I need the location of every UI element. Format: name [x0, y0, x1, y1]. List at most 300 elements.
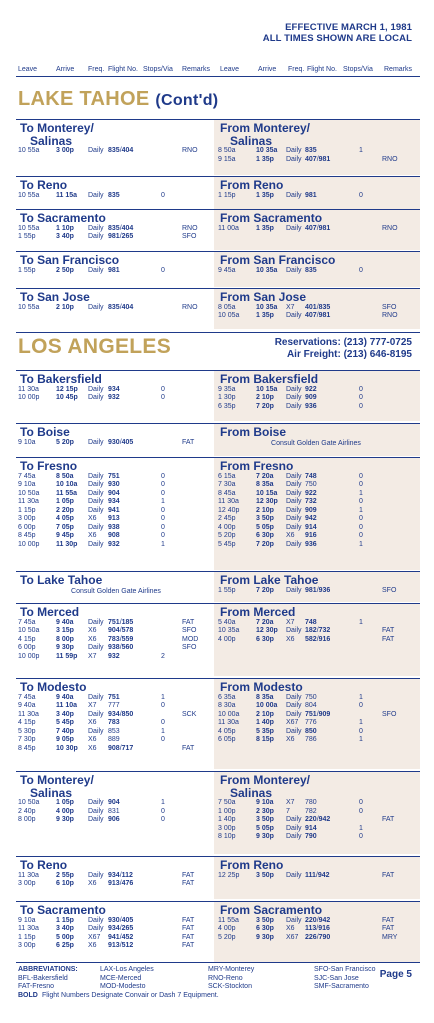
frequency: Daily — [88, 472, 104, 480]
to-destination-block — [16, 460, 216, 549]
flight-number: 853 — [108, 727, 120, 735]
flight-row — [16, 694, 216, 703]
stops: 0 — [161, 266, 165, 274]
arrive-time: 2 20p — [56, 506, 74, 514]
frequency: X7 — [88, 702, 97, 709]
frequency: Daily — [88, 618, 104, 626]
leave-time: 8 45a — [218, 489, 236, 497]
flight-row — [16, 702, 216, 711]
from-origin-block — [216, 574, 416, 595]
remarks: FAT — [182, 871, 195, 879]
flight-number: 582/916 — [305, 635, 331, 643]
frequency: Daily — [286, 702, 302, 709]
arrive-time: 10 35a — [256, 147, 278, 154]
flight-number: 930/405 — [108, 916, 134, 924]
remarks: RNO — [182, 224, 198, 232]
from-origin-block — [216, 254, 416, 275]
arrive-time: 3 50p — [256, 871, 274, 879]
arrive-time: 8 35a — [256, 481, 274, 488]
leave-time: 4 05p — [218, 727, 236, 735]
leave-time: 9 45a — [218, 266, 236, 274]
flight-row — [16, 653, 216, 662]
arrive-time: 9 10a — [256, 799, 274, 806]
leave-time: 8 30a — [218, 702, 236, 709]
leave-time: 6 35a — [218, 693, 236, 701]
flight-row — [16, 225, 216, 234]
stops: 0 — [161, 385, 165, 393]
destination-heading: From San Jose — [220, 290, 307, 304]
flight-number: 748 — [305, 472, 317, 480]
stops: 0 — [161, 532, 165, 539]
col-leave: Leave — [220, 66, 240, 73]
remarks: FAT — [382, 627, 395, 634]
stops: 0 — [359, 394, 363, 401]
frequency: X6 — [88, 515, 97, 522]
leave-time: 7 45a — [18, 472, 36, 480]
stops: 0 — [359, 402, 363, 410]
flight-row — [216, 799, 416, 808]
city-continued: (Cont'd) — [155, 92, 219, 109]
section-divider — [16, 457, 420, 458]
column-headers — [16, 64, 420, 77]
page-number: Page 5 — [379, 969, 412, 980]
flight-number: 916 — [305, 532, 317, 539]
stops: 1 — [161, 799, 165, 806]
leave-time: 5 45p — [218, 540, 236, 548]
section-divider — [16, 370, 420, 371]
flight-number: 922 — [305, 385, 317, 393]
col-arrive: Arrive — [56, 66, 75, 73]
frequency: X7 — [286, 303, 295, 311]
flight-number: 908/717 — [108, 744, 134, 752]
to-destination-block — [16, 859, 216, 889]
col-flight: Flight No. — [307, 66, 337, 73]
remarks: FAT — [182, 916, 195, 924]
leave-time: 8 45p — [18, 532, 36, 539]
frequency: Daily — [88, 816, 104, 823]
frequency: Daily — [286, 147, 302, 154]
frequency: Daily — [88, 394, 104, 401]
col-remarks: Remarks — [182, 66, 211, 73]
frequency: Daily — [88, 523, 104, 531]
remarks: FAT — [382, 925, 395, 932]
flight-row — [16, 816, 216, 825]
stops: 1 — [359, 489, 363, 497]
remarks: FAT — [182, 942, 195, 949]
destination-heading: From Bakersfield — [220, 372, 319, 386]
flight-number: 850 — [305, 727, 317, 735]
remarks: FAT — [182, 933, 195, 941]
frequency: X6 — [88, 532, 97, 539]
flight-number: 889 — [108, 736, 120, 743]
schedule-section — [16, 904, 420, 964]
stops: 0 — [161, 736, 165, 743]
section-divider — [16, 603, 420, 604]
frequency: Daily — [286, 627, 302, 634]
remarks: FAT — [182, 925, 195, 932]
frequency: Daily — [286, 394, 302, 401]
city-heading-lake-tahoe — [18, 88, 218, 111]
bold-note: Flight Numbers Designate Convair or Dash 7 Equipment. — [42, 992, 219, 999]
flight-number: 904/578 — [108, 627, 134, 634]
leave-time: 9 40a — [18, 702, 36, 709]
leave-time: 1 40p — [218, 816, 236, 823]
flight-number: 220/942 — [305, 816, 331, 823]
frequency: X7 — [88, 652, 97, 660]
flight-row — [216, 728, 416, 737]
flight-row — [16, 711, 216, 720]
section-divider — [16, 209, 420, 210]
arrive-time: 11 15a — [56, 191, 78, 199]
arrive-time: 11 55a — [56, 489, 78, 497]
flight-number: 751/909 — [305, 710, 331, 718]
col-flight: Flight No. — [108, 66, 138, 73]
stops: 1 — [359, 618, 363, 626]
leave-time: 1 15p — [18, 933, 36, 941]
frequency: Daily — [88, 871, 104, 879]
stops: 0 — [359, 385, 363, 393]
schedule-section — [16, 212, 420, 252]
flight-number: 777 — [108, 702, 120, 709]
arrive-time: 9 40a — [56, 618, 74, 626]
flight-number: 934/112 — [108, 871, 133, 879]
arrive-time: 9 40a — [56, 693, 74, 701]
col-freq: Freq. — [288, 66, 305, 73]
frequency: Daily — [286, 498, 302, 505]
to-destination-block — [16, 373, 216, 403]
leave-time: 10 00a — [218, 710, 240, 718]
flight-number: 934/265 — [108, 925, 134, 932]
arrive-time: 5 05p — [256, 523, 274, 531]
from-origin-block — [216, 460, 416, 549]
frequency: Daily — [88, 916, 104, 924]
leave-time: 11 00a — [218, 224, 239, 232]
abbr-item: MCE-Merced — [100, 974, 142, 982]
arrive-time: 10 35a — [256, 303, 278, 311]
flight-row — [16, 439, 216, 448]
flight-row — [16, 524, 216, 533]
destination-heading: To Lake Tahoe — [20, 573, 103, 587]
flight-row — [16, 636, 216, 645]
stops: 0 — [161, 523, 165, 531]
flight-row — [216, 917, 416, 926]
stops: 0 — [161, 394, 165, 401]
destination-heading: From Monterey/ — [220, 773, 311, 787]
schedule-section — [16, 774, 420, 856]
stops: 0 — [359, 532, 363, 539]
leave-time: 7 45a — [18, 693, 36, 701]
from-origin-block — [216, 774, 416, 842]
arrive-time: 9 45p — [56, 532, 74, 539]
leave-time: 7 30a — [218, 481, 236, 488]
frequency: Daily — [88, 191, 104, 199]
from-origin-block — [216, 179, 416, 200]
stops: 0 — [359, 472, 363, 480]
column-headers-left — [16, 64, 218, 76]
remarks: RNO — [182, 303, 198, 311]
frequency: Daily — [286, 191, 302, 199]
leave-time: 4 00p — [218, 925, 236, 932]
flight-number: 835 — [305, 147, 317, 154]
arrive-time: 6 30p — [256, 635, 274, 643]
arrive-time: 3 00p — [56, 147, 74, 154]
flight-number: 932 — [108, 540, 120, 548]
section-divider — [16, 251, 420, 252]
from-origin-block — [216, 904, 416, 942]
flight-row — [216, 473, 416, 482]
destination-heading: To San Jose — [20, 290, 90, 304]
flight-number: 909 — [305, 506, 317, 514]
to-destination-block — [16, 606, 216, 661]
abbr-item: FAT-Fresno — [18, 983, 55, 990]
frequency: Daily — [286, 155, 302, 163]
frequency: Daily — [88, 147, 104, 154]
column-headers-right — [218, 64, 420, 76]
flight-row — [216, 925, 416, 934]
flight-number: 751 — [108, 693, 120, 701]
col-freq: Freq. — [88, 66, 105, 73]
flight-row — [216, 394, 416, 403]
flight-number: 732 — [305, 498, 317, 505]
flight-row — [216, 403, 416, 412]
arrive-time: 1 10p — [56, 224, 74, 232]
flight-row — [16, 880, 216, 889]
frequency: Daily — [88, 224, 104, 232]
destination-heading: To Reno — [20, 178, 68, 192]
flight-number: 930/405 — [108, 438, 134, 446]
frequency: Daily — [88, 807, 104, 815]
flight-row — [216, 636, 416, 645]
flight-row — [216, 808, 416, 817]
section-divider — [16, 176, 420, 177]
stops: 1 — [359, 693, 363, 701]
frequency: Daily — [88, 385, 104, 393]
arrive-time: 10 15a — [256, 385, 278, 393]
arrive-time: 1 05p — [56, 498, 74, 505]
flight-row — [16, 541, 216, 550]
flight-number: 783/559 — [108, 635, 134, 643]
flight-number: 786 — [305, 736, 317, 743]
flight-number: 904 — [108, 489, 120, 497]
remarks: FAT — [182, 618, 195, 626]
stops: 0 — [359, 807, 363, 815]
frequency: X6 — [88, 744, 97, 752]
stops: 0 — [359, 833, 363, 840]
footer-divider — [16, 962, 420, 963]
remarks: SCK — [182, 710, 197, 718]
stops: 1 — [359, 147, 363, 154]
leave-time: 11 30a — [18, 925, 39, 932]
frequency: X6 — [88, 736, 97, 743]
flight-number: 407/981 — [305, 155, 331, 163]
destination-heading: To Reno — [20, 858, 68, 872]
flight-number: 407/981 — [305, 224, 331, 232]
arrive-time: 1 05p — [56, 799, 74, 806]
flight-row — [16, 473, 216, 482]
arrive-time: 4 00p — [56, 807, 74, 815]
frequency: Daily — [286, 523, 302, 531]
leave-time: 7 30p — [18, 736, 36, 743]
arrive-time: 9 30p — [56, 644, 74, 651]
remarks: MRY — [382, 933, 398, 941]
leave-time: 8 50a — [218, 147, 236, 154]
destination-heading: To Merced — [20, 605, 80, 619]
arrive-time: 2 10p — [256, 394, 274, 401]
flight-number: 914 — [305, 824, 317, 832]
frequency: Daily — [88, 481, 104, 488]
reservations-phone: Reservations: (213) 777-0725 — [274, 337, 412, 348]
arrive-time: 7 20p — [256, 586, 274, 594]
stops: 0 — [359, 481, 363, 488]
flight-number: 776 — [305, 719, 317, 726]
flight-number: 226/790 — [305, 933, 331, 941]
flight-row — [16, 507, 216, 516]
remarks: MOD — [182, 635, 199, 643]
stops: 0 — [161, 489, 165, 497]
flight-row — [16, 745, 216, 754]
stops: 0 — [359, 515, 363, 522]
flight-number: 783 — [108, 719, 120, 726]
leave-time: 11 30a — [18, 710, 39, 718]
arrive-time: 3 15p — [56, 627, 74, 634]
flight-number: 981 — [305, 191, 317, 199]
destination-heading: To Bakersfield — [20, 372, 102, 386]
frequency: Daily — [88, 710, 104, 718]
flight-number: 981/936 — [305, 586, 331, 594]
flight-number: 835 — [108, 191, 120, 199]
leave-time: 4 15p — [18, 719, 36, 726]
arrive-time: 6 30p — [256, 925, 274, 932]
remarks: SFO — [182, 627, 197, 634]
frequency: Daily — [286, 402, 302, 410]
arrive-time: 9 05p — [56, 736, 74, 743]
leave-time: 3 00p — [18, 880, 36, 887]
leave-time: 2 40p — [18, 807, 36, 815]
destination-heading: Salinas — [220, 133, 273, 148]
flight-number: 908 — [108, 532, 120, 539]
leave-time: 8 00p — [18, 816, 36, 823]
to-destination-block — [16, 212, 216, 242]
local-times-note: ALL TIMES SHOWN ARE LOCAL — [262, 33, 412, 44]
stops: 0 — [161, 472, 165, 480]
schedule-section — [16, 254, 420, 289]
col-leave: Leave — [18, 66, 38, 73]
frequency: Daily — [286, 727, 302, 735]
leave-time: 5 20p — [218, 532, 236, 539]
col-stops: Stops/Via — [343, 66, 373, 73]
to-destination-block — [16, 122, 216, 156]
flight-row — [16, 934, 216, 943]
remarks: RNO — [382, 224, 398, 232]
stops: 0 — [359, 191, 363, 199]
arrive-time: 11 10a — [56, 702, 78, 709]
flight-row — [16, 736, 216, 745]
arrive-time: 3 40p — [56, 233, 74, 240]
remarks: FAT — [182, 744, 195, 752]
flight-number: 914 — [305, 523, 317, 531]
frequency: X6 — [286, 532, 295, 539]
stops: 0 — [161, 719, 165, 726]
flight-row — [216, 694, 416, 703]
flight-number: 913 — [108, 515, 120, 522]
frequency: Daily — [286, 515, 302, 522]
remarks: FAT — [382, 635, 395, 643]
destination-heading: To Monterey/ — [20, 773, 94, 787]
arrive-time: 3 50p — [256, 515, 274, 522]
arrive-time: 9 30p — [56, 816, 74, 823]
destination-heading: To Fresno — [20, 459, 78, 473]
leave-time: 10 00p — [18, 652, 40, 660]
flight-number: 938 — [108, 523, 120, 531]
stops: 0 — [161, 481, 165, 488]
bold-label: BOLD — [18, 992, 38, 999]
flight-number: 182/732 — [305, 627, 331, 634]
arrive-time: 8 35a — [256, 693, 274, 701]
frequency: Daily — [286, 481, 302, 488]
remarks: SFO — [382, 303, 397, 311]
arrive-time: 1 35p — [256, 224, 274, 232]
arrive-time: 2 30p — [256, 807, 274, 815]
stops: 0 — [359, 523, 363, 531]
flight-row — [16, 233, 216, 242]
stops: 0 — [359, 266, 363, 274]
flight-number: 913/476 — [108, 880, 134, 887]
stops: 0 — [161, 816, 165, 823]
frequency: Daily — [286, 312, 302, 319]
flight-row — [216, 481, 416, 490]
flight-number: 936 — [305, 402, 317, 410]
col-arrive: Arrive — [258, 66, 277, 73]
frequency: Daily — [88, 799, 104, 806]
leave-time: 4 00p — [218, 635, 236, 643]
flight-number: 782 — [305, 807, 317, 815]
abbr-item: RNO-Reno — [208, 974, 243, 982]
flight-row — [16, 619, 216, 628]
schedule-section — [16, 681, 420, 771]
arrive-time: 10 10a — [56, 481, 78, 488]
frequency: Daily — [286, 916, 302, 924]
arrive-time: 12 15p — [56, 385, 78, 393]
flight-row — [16, 267, 216, 276]
section-divider — [16, 571, 420, 572]
leave-time: 9 10a — [18, 438, 36, 446]
destination-heading: From Reno — [220, 858, 284, 872]
flight-row — [216, 192, 416, 201]
leave-time: 1 55p — [18, 233, 36, 240]
flight-number: 981/265 — [108, 233, 134, 240]
leave-time: 10 00p — [18, 394, 40, 401]
section-divider — [16, 901, 420, 902]
flight-row — [216, 934, 416, 943]
leave-time: 10 35a — [218, 627, 240, 634]
frequency: Daily — [88, 925, 104, 932]
flight-row — [16, 942, 216, 951]
arrive-time: 8 00p — [56, 635, 74, 643]
stops: 1 — [359, 824, 363, 832]
destination-heading: To Boise — [20, 425, 70, 439]
frequency: X6 — [286, 925, 295, 932]
flight-row — [216, 225, 416, 234]
leave-time: 6 00p — [18, 644, 36, 651]
from-origin-block — [216, 291, 416, 321]
to-destination-block — [16, 681, 216, 753]
arrive-time: 2 10p — [256, 710, 274, 718]
arrive-time: 12 30p — [256, 498, 278, 505]
flight-number: 780 — [305, 799, 317, 806]
destination-heading: From Fresno — [220, 459, 294, 473]
abbr-label: ABBREVIATIONS: — [18, 966, 78, 973]
city-heading-los-angeles — [18, 335, 171, 359]
